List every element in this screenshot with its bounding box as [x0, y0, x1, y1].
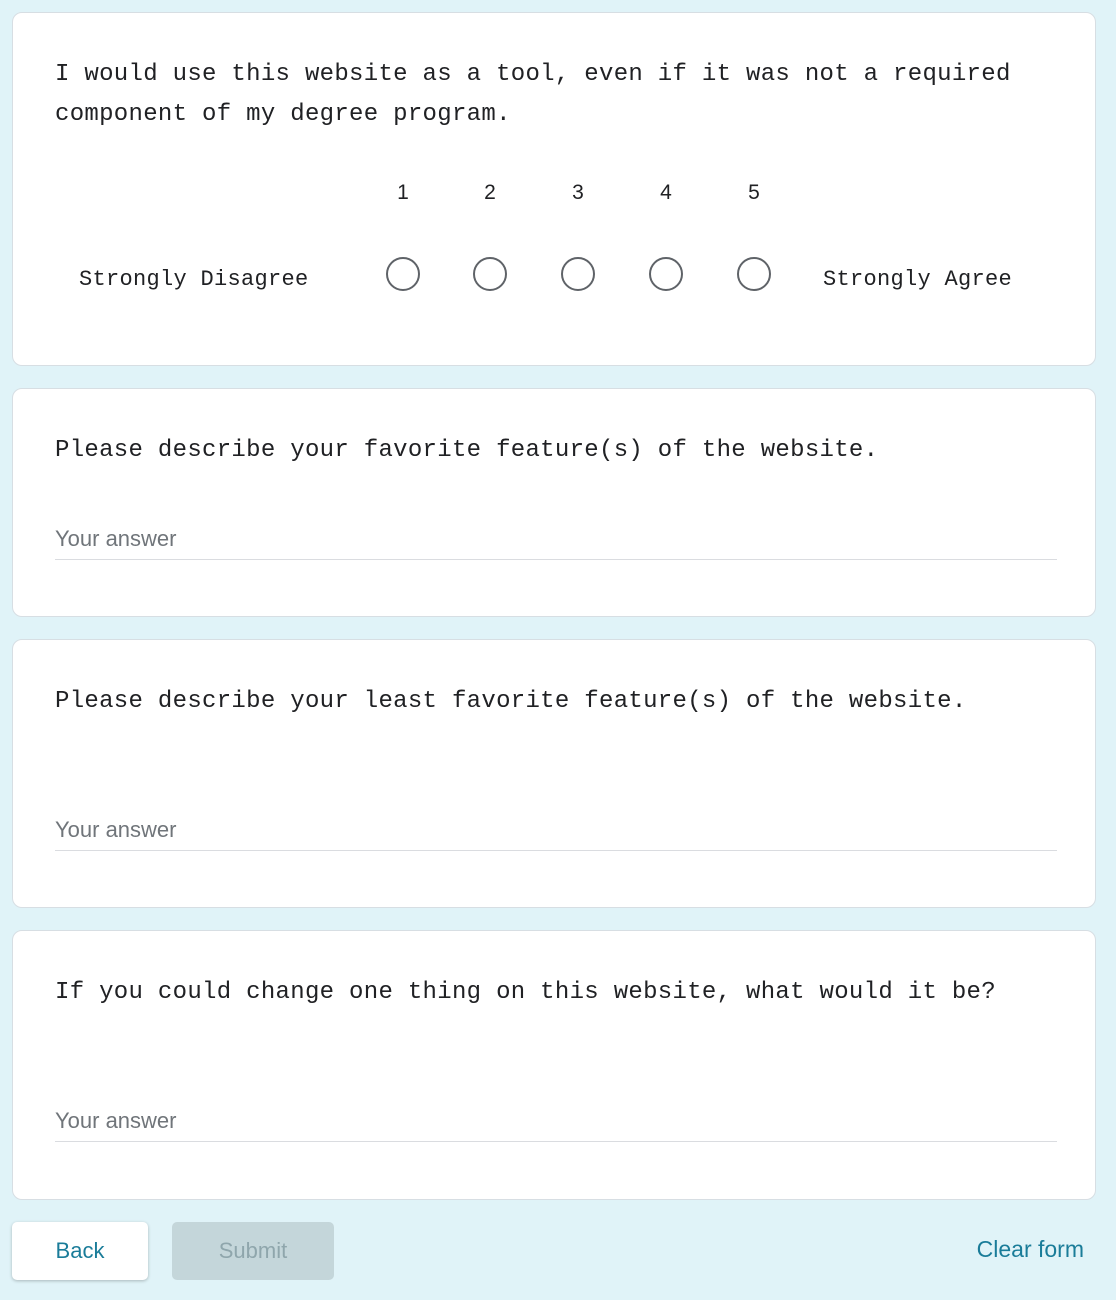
- scale-number-1: 1: [397, 181, 409, 204]
- scale-number-5: 5: [748, 181, 760, 204]
- scale-radio-4[interactable]: [649, 257, 683, 291]
- question-text: Please describe your favorite feature(s) of the website.: [55, 437, 879, 464]
- submit-button[interactable]: Submit: [172, 1222, 334, 1280]
- least-favorite-feature-card: [12, 639, 1096, 908]
- question-text: Please describe your least favorite feature(s) of the website.: [55, 688, 967, 715]
- question-text: If you could change one thing on this website, what would it be?: [55, 979, 996, 1006]
- favorite-feature-answer-input[interactable]: [55, 519, 1057, 560]
- scale-radio-3[interactable]: [561, 257, 595, 291]
- scale-low-label: Strongly Disagree: [79, 267, 309, 292]
- scale-radio-5[interactable]: [737, 257, 771, 291]
- scale-question-card: [12, 12, 1096, 366]
- back-button[interactable]: Back: [12, 1222, 148, 1280]
- change-one-thing-answer-input[interactable]: [55, 1101, 1057, 1142]
- scale-radio-2[interactable]: [473, 257, 507, 291]
- favorite-feature-card: [12, 388, 1096, 617]
- scale-number-4: 4: [660, 181, 672, 204]
- scale-number-2: 2: [484, 181, 496, 204]
- question-text: I would use this website as a tool, even if it was not a required component of my degree program.: [55, 61, 1011, 128]
- clear-form-link[interactable]: Clear form: [976, 1236, 1084, 1262]
- change-one-thing-card: [12, 930, 1096, 1200]
- least-favorite-feature-answer-input[interactable]: [55, 810, 1057, 851]
- scale-high-label: Strongly Agree: [823, 267, 1013, 292]
- scale-radio-1[interactable]: [386, 257, 420, 291]
- scale-number-3: 3: [572, 181, 584, 204]
